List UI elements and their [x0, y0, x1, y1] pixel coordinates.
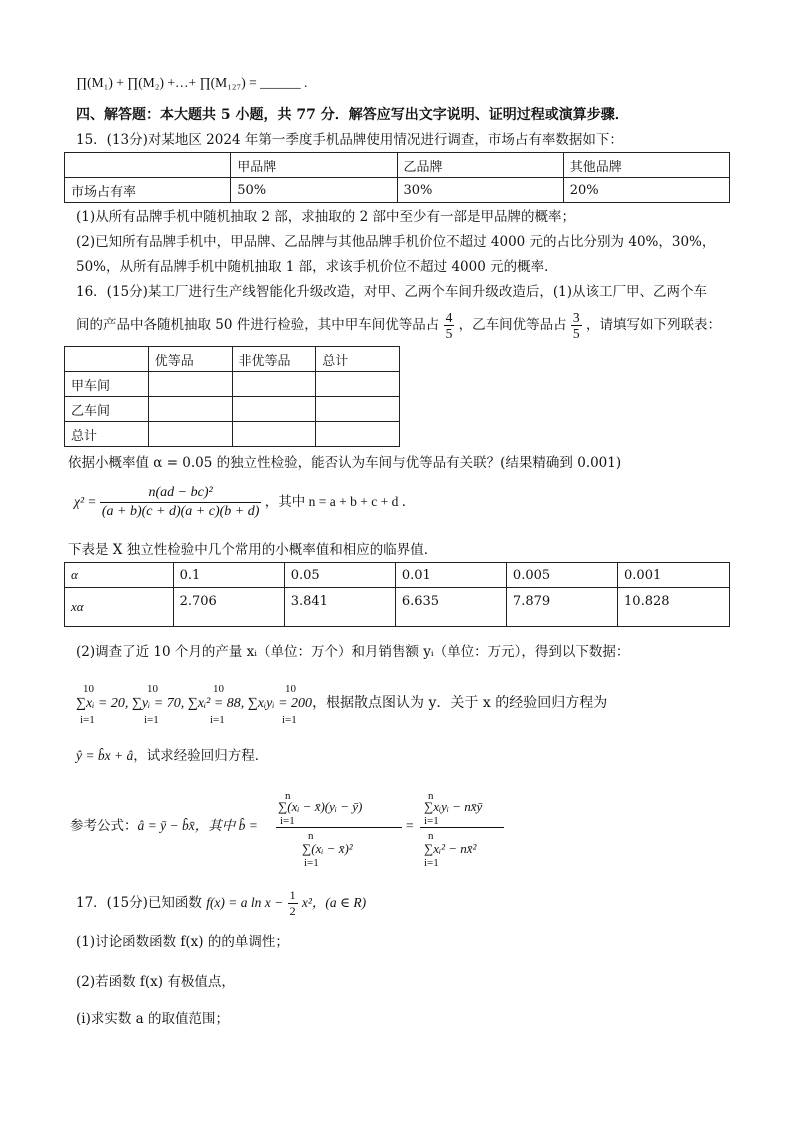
table-row	[65, 422, 400, 447]
sum-upper-limit: n	[308, 830, 314, 842]
q16-part2: (2)调查了近 10 个月的产量 xᵢ（单位：万个）和月销售额 yᵢ（单位：万元），得到以下数据：	[76, 644, 630, 660]
table-header-row	[65, 347, 400, 372]
product-sum-formula	[76, 74, 307, 92]
q17-part1: (1)讨论函数函数 f(x) 的的单调性；	[76, 934, 289, 950]
q15-part1: (1)从所有品牌手机中随机抽取 2 部，求抽取的 2 部中至少有一部是甲品牌的概率；	[76, 209, 575, 225]
table-cell: 6.635	[395, 588, 506, 627]
sum-upper-limit: 10	[285, 683, 296, 695]
fraction-numerator: 3	[572, 310, 580, 325]
table-cell	[232, 372, 316, 397]
table-cell: 乙车间	[65, 397, 149, 422]
section-heading: 四、解答题：本大题共 5 小题，共 77 分．解答应写出文字说明、证明过程或演算步骤．	[76, 107, 629, 123]
sum-upper-limit: n	[428, 830, 434, 842]
q15-stem: 15．(13分)对某地区 2024 年第一季度手机品牌使用情况进行调查，市场占有率数据如下：	[76, 132, 623, 148]
table-cell: 30%	[397, 178, 563, 203]
slope-formula-lhs: ，其中 b̂ =	[194, 818, 258, 833]
table-cell: 甲车间	[65, 372, 149, 397]
sums-tail-text: ，根据散点图认为 y．关于 x 的经验回归方程为	[312, 695, 608, 711]
reference-label: 参考公式：	[70, 818, 138, 834]
q16-independence-question: 依据小概率值 α = 0.05 的独立性检验，能否认为车间与优等品有关联？(结果精确到 0.001)	[68, 455, 622, 471]
critical-table-caption: 下表是 X 独立性检验中几个常用的小概率值和相应的临界值．	[68, 542, 438, 558]
fraction-denominator: 5	[445, 326, 453, 341]
q16-stem-line1: 16．(15分)某工厂进行生产线智能化升级改造，对甲、乙两个车间升级改造后，(1)从该工厂甲、乙两个车	[76, 284, 708, 300]
chi-square-formula	[74, 484, 415, 524]
table-cell: 甲品牌	[231, 153, 397, 178]
table-cell: 10.828	[618, 588, 730, 627]
table-cell: 3.841	[284, 588, 395, 627]
fraction-bar	[276, 827, 402, 828]
function-domain: x²，(a ∈ R)	[301, 895, 367, 910]
sum-lower-limit: i=1	[144, 714, 159, 726]
fraction-denominator: 5	[572, 326, 580, 341]
q16-stem-text: ，乙车间优等品占	[458, 317, 567, 333]
sum-lower-limit: i=1	[80, 714, 95, 726]
critical-values-table	[64, 562, 730, 627]
q16-stem-text: ，请填写如下列联表：	[585, 317, 721, 333]
table-cell	[232, 397, 316, 422]
table-cell	[148, 422, 232, 447]
q16-contingency-table	[64, 346, 400, 447]
sum-lower-limit: i=1	[210, 714, 225, 726]
fraction-numerator: 1	[289, 888, 296, 902]
function-definition: f(x) = a ln x −	[206, 895, 284, 910]
table-row	[65, 588, 730, 627]
q17-part2: (2)若函数 f(x) 有极值点，	[76, 974, 235, 990]
table-cell: 7.879	[506, 588, 617, 627]
table-cell: 50%	[231, 178, 397, 203]
table-cell: 总计	[65, 422, 149, 447]
fraction-three-fifths	[571, 310, 582, 341]
chi-square-where: ，其中 n = a + b + c + d ．	[264, 494, 416, 509]
chi-square-fraction	[100, 484, 262, 521]
q17-stem	[76, 886, 366, 920]
q17-part2-i: (ⅰ)求实数 a 的取值范围；	[76, 1011, 229, 1027]
fraction-denominator: 2	[289, 904, 296, 918]
sum-lower-limit: i=1	[424, 815, 439, 827]
q15-market-share-table	[64, 152, 730, 203]
fraction-one-half	[288, 888, 298, 919]
slope-numerator-1: ∑(xᵢ − x̄)(yᵢ − ȳ)	[278, 799, 363, 814]
table-row	[65, 372, 400, 397]
table-cell	[316, 372, 400, 397]
fraction-numerator: 4	[445, 310, 453, 325]
q17-stem-text: 17．(15分)已知函数	[76, 895, 202, 911]
slope-numerator-2: ∑xᵢyᵢ − nx̄ȳ	[424, 799, 483, 814]
table-cell: 0.1	[173, 563, 284, 588]
q15-part2-line1: (2)已知所有品牌手机中，甲品牌、乙品牌与其他品牌手机价位不超过 4000 元的占比分别为 40%，30%，	[76, 234, 716, 250]
reference-formula-line	[70, 817, 258, 835]
sum-upper-limit: 10	[147, 683, 158, 695]
table-cell: 2.706	[173, 588, 284, 627]
chi-square-lhs: χ² =	[74, 494, 97, 509]
table-cell	[232, 422, 316, 447]
table-cell: 0.001	[618, 563, 730, 588]
table-cell: α	[65, 563, 174, 588]
table-cell	[316, 397, 400, 422]
fraction-four-fifths	[444, 310, 455, 341]
q15-part2-line2: 50%，从所有品牌手机中随机抽取 1 部，求该手机价位不超过 4000 元的概率．	[76, 259, 558, 275]
q16-stem-text: 间的产品中各随机抽取 50 件进行检验，其中甲车间优等品占	[76, 317, 440, 333]
product-sum-text: ∏(M₁) + ∏(M₂) +…+ ∏(M₁₂₇) = ______ .	[76, 75, 308, 90]
intercept-formula: â = ȳ − b̂x̄	[137, 818, 195, 833]
fraction-denominator: (a + b)(c + d)(a + c)(b + d)	[101, 504, 260, 520]
table-cell: 总计	[316, 347, 400, 372]
table-row	[65, 563, 730, 588]
fraction-numerator: n(ad − bc)²	[100, 484, 262, 503]
table-cell: 市场占有率	[65, 178, 231, 203]
table-cell: 20%	[563, 178, 729, 203]
sum-lower-limit: i=1	[280, 815, 295, 827]
equals-sign: =	[406, 818, 414, 833]
sum-upper-limit: n	[285, 790, 291, 802]
slope-denominator-1: ∑(xᵢ − x̄)²	[302, 841, 353, 856]
sum-lower-limit: i=1	[282, 714, 297, 726]
table-cell: 乙品牌	[397, 153, 563, 178]
regression-equation-line	[76, 747, 268, 765]
regression-tail-text: ，试求经验回归方程．	[133, 748, 269, 764]
table-cell	[65, 153, 231, 178]
slope-denominator-2: ∑xᵢ² − nx̄²	[424, 841, 477, 856]
table-cell: 0.05	[284, 563, 395, 588]
sum-lower-limit: i=1	[424, 857, 439, 869]
table-row	[65, 178, 730, 203]
table-cell: 0.005	[506, 563, 617, 588]
table-cell: 其他品牌	[563, 153, 729, 178]
table-cell	[316, 422, 400, 447]
table-cell: 0.01	[395, 563, 506, 588]
sum-upper-limit: n	[428, 790, 434, 802]
sums-data-line	[76, 694, 607, 713]
table-row	[65, 397, 400, 422]
table-cell	[148, 372, 232, 397]
table-cell: xα	[65, 588, 174, 627]
fraction-bar	[420, 827, 504, 828]
sum-upper-limit: 10	[83, 683, 94, 695]
table-cell: 非优等品	[232, 347, 316, 372]
q16-stem-line2	[76, 308, 721, 342]
table-header-row	[65, 153, 730, 178]
sum-upper-limit: 10	[213, 683, 224, 695]
table-cell	[148, 397, 232, 422]
table-cell: 优等品	[148, 347, 232, 372]
regression-equation: ŷ = b̂x + â	[76, 748, 134, 763]
sum-lower-limit: i=1	[304, 857, 319, 869]
table-cell	[65, 347, 149, 372]
sums-expression: ∑xᵢ = 20, ∑yᵢ = 70, ∑xᵢ² = 88, ∑xᵢyᵢ = 200	[76, 696, 313, 711]
